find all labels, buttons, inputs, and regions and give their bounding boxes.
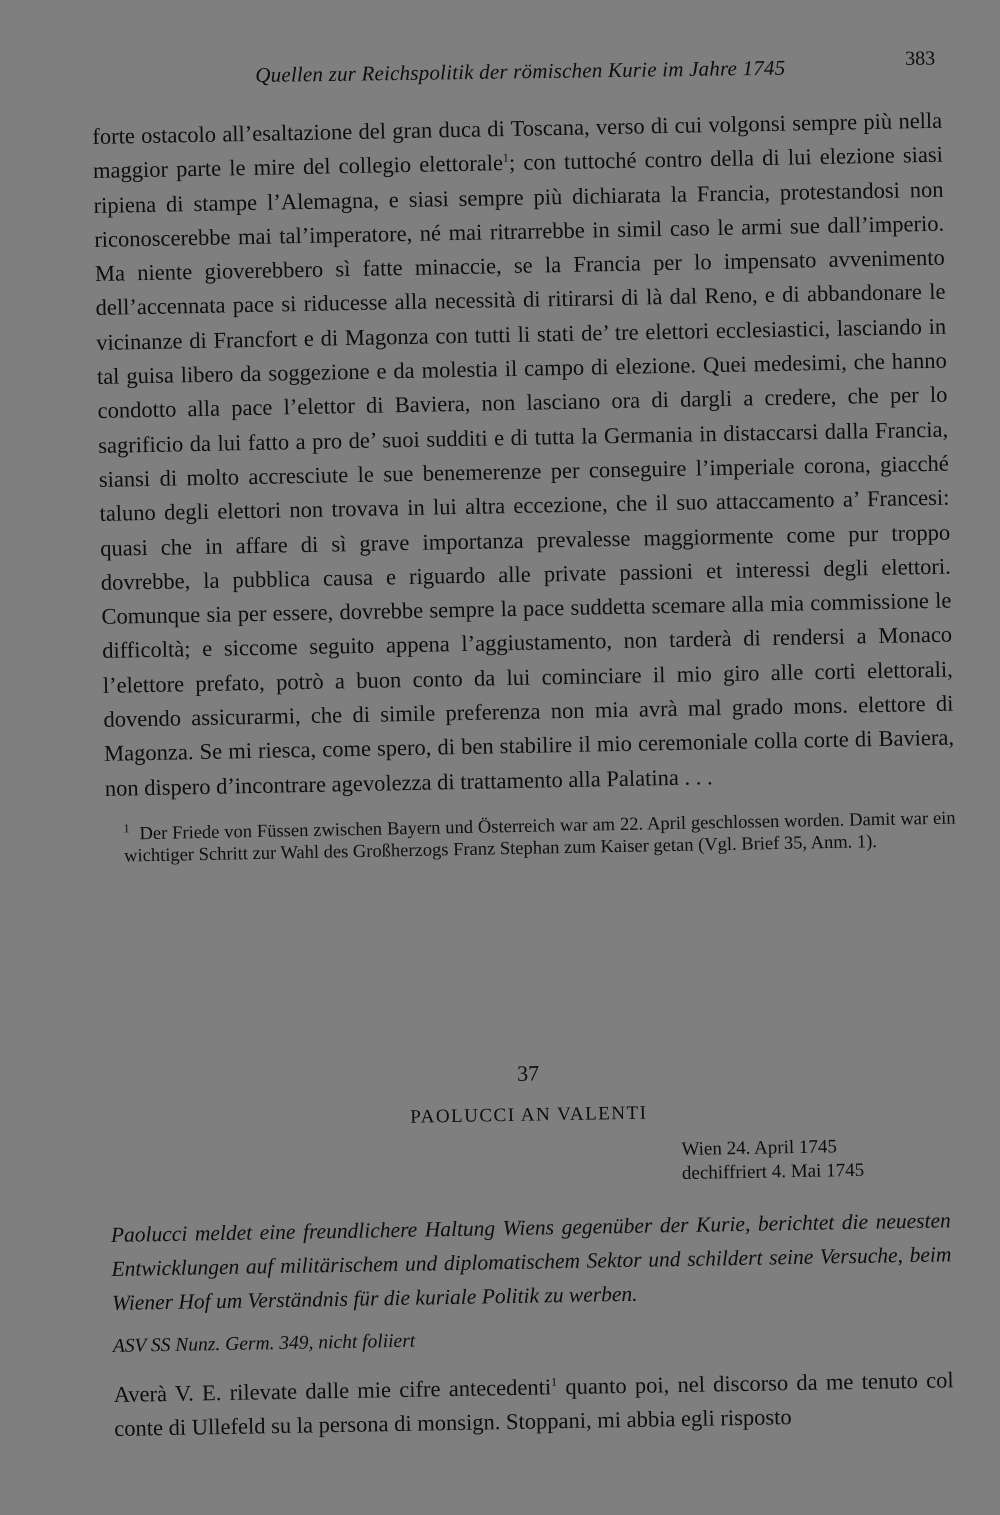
opening-text-part1: Averà V. E. rilevate dalle mie cifre antecedenti	[113, 1374, 552, 1407]
date-line-1: Wien 24. April 1745	[681, 1136, 838, 1161]
regest-summary: Paolucci meldet eine freundlichere Haltung Wiens gegenüber der Kurie, berichtet die neuesten Entwicklungen auf militärischem und diplomatischem Sektor und schildert seine Versuche, beim Wiener Hof um Verständnis für die kuriale Politik zu werben.	[110, 1208, 952, 1315]
dateline	[681, 1133, 950, 1186]
page-header	[255, 46, 935, 91]
running-title: Quellen zur Reichspolitik der römischen Kurie im Jahre 1745	[255, 55, 786, 87]
footnote-mark: 1	[123, 821, 130, 836]
page-number: 383	[904, 47, 936, 70]
date-line-2: dechiffriert 4. Mai 1745	[681, 1159, 865, 1184]
main-text-part2: ; con tuttoché contro della di lui elezione siasi ripiena di stampe l’Alemagna, e siasi sempre più dichiarata la Francia, protestandosi non riconoscerebbe mai tal’imperatore, né mai ritrarrebbe in simil caso le armi sue dall’imperio. Ma niente gioverebbero sì fatte minaccie, se la Francia per lo impensato avvenimento dell’accennata pace si riducesse alla necessità di ritirarsi di là dal Reno, e di abbandonare le vicinanze di Francfort e di Magonza con tutti li stati de’ tre elettori ecclesiastici, lasciando in tal guisa libero da soggezione e da molestia il campo di elezione. Quei medesimi, che hanno condotto alla pace l’elettor di Baviera, non lasciano ora di dargli a credere, che per lo sagrificio da lui fatto a pro de’ suoi sudditi e di tutta la Germania in distaccarsi dalla Francia, siansi di molto accresciute le sue benemerenze per conseguire l’imperiale corona, giacché taluno degli elettori non trovava in lui altra eccezione, che il suo attaccamento a’ Francesi: quasi che in affare di sì grave importanza prevalesse maggiormente come pur troppo dovrebbe, la pubblica causa e riguardo alle private passioni et interessi degli elettori. Comunque sia per essere, dovrebbe sempre la pace suddetta scemare alla mia commissione le difficoltà; e siccome seguito appena l’aggiustamento, non tarderà di rendersi a Monaco l’elettore prefato, potrò a buon conto da lui cominciare il mio giro alle corti elettorali, dovendo assicurarmi, che di simile preferenza non mia avrà mal grado mons. elettore di Magonza. Se mi riesca, come spero, di ben stabilire il mio ceremoniale colla corte di Baviera, non dispero d’incontrare agevolezza di trattamento alla Palatina . . .	[93, 141, 955, 801]
footnote	[124, 807, 957, 868]
main-paragraph	[92, 104, 955, 806]
letter-number: 37	[516, 1060, 540, 1086]
letter-opening-paragraph	[113, 1363, 954, 1446]
opening-footnote-reference: 1	[550, 1374, 558, 1389]
letter-heading: PAOLUCCI AN VALENTI	[410, 1102, 648, 1128]
main-text-part1: forte ostacolo all’esaltazione del gran duca di Toscana, verso di cui volgonsi sempre più nella maggior parte le mire del collegio elettorale	[92, 107, 943, 184]
archive-reference: ASV SS Nunz. Germ. 349, nicht foliiert	[112, 1330, 416, 1357]
main-text-block	[92, 104, 956, 869]
footnote-text: Der Friede von Füssen zwischen Bayern und Österreich war am 22. April geschlossen worden. Damit war ein wichtiger Schritt zur Wahl des Großherzogs Franz Stephan zum Kaiser getan (Vgl. Brief 35, Anm. 1).	[123, 808, 956, 867]
opening-text-part2: quanto poi, nel discorso da me tenuto col conte di Ullefeld su la persona di monsign. Stoppani, mi abbia egli risposto	[114, 1367, 954, 1442]
letter-section	[108, 1053, 954, 1446]
footnote-reference: 1	[502, 150, 509, 165]
